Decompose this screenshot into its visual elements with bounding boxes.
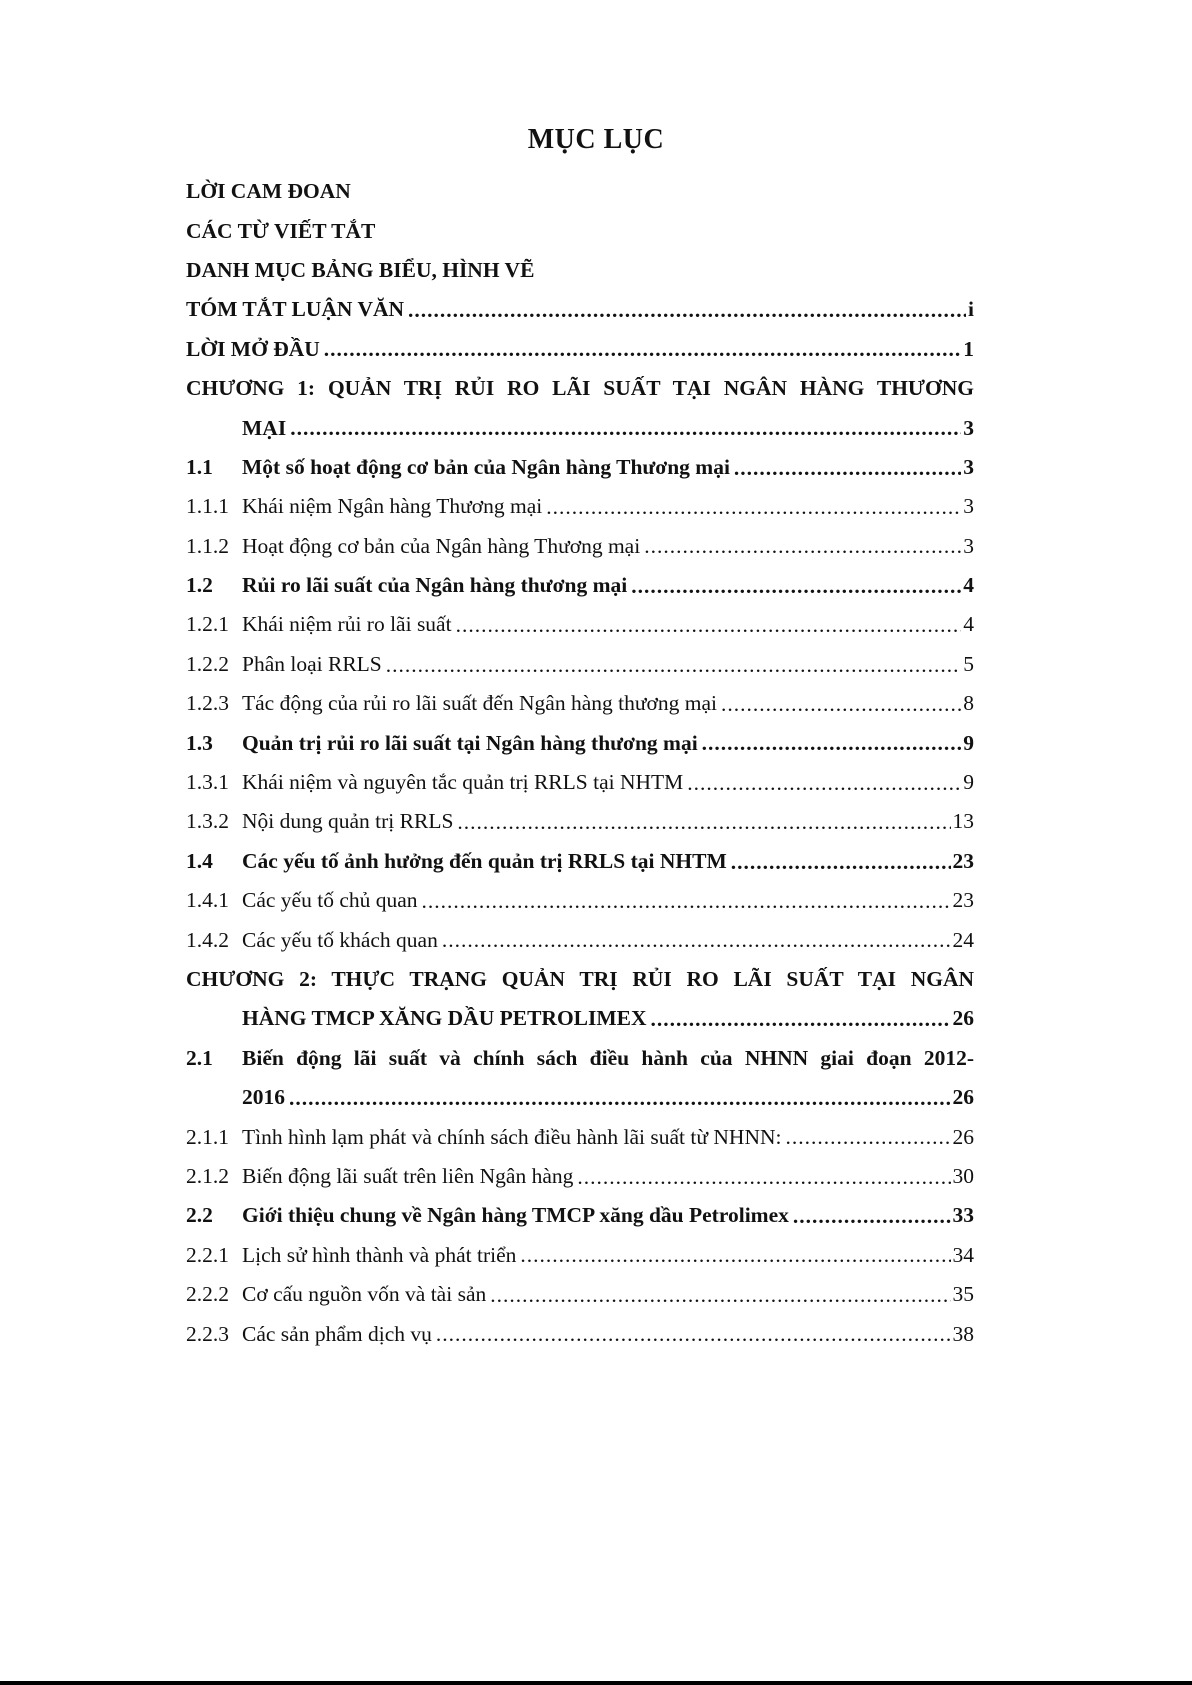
toc-page-number: 3: [963, 415, 974, 440]
toc-entry-summary: [186, 290, 974, 329]
toc-section-number: 1.1.2: [186, 533, 229, 558]
toc-chapter-1-heading: [186, 369, 974, 408]
toc-page-number: 4: [963, 573, 974, 598]
toc-subsection-entry: [186, 802, 974, 841]
toc-section-number: 1.3: [186, 730, 213, 755]
toc-entry-text: Nội dung quản trị RRLS: [242, 809, 454, 834]
toc-page-number: 3: [963, 533, 974, 558]
toc-entry-text: CHƯƠNG 1: QUẢN TRỊ RỦI RO LÃI SUẤT TẠI NGÂN HÀNG THƯƠNG: [186, 376, 974, 401]
toc-page-number: 3: [963, 494, 974, 519]
toc-page-number: 38: [952, 1321, 974, 1346]
page-title: MỤC LỤC: [527, 124, 665, 155]
toc-subsection-entry: [186, 1314, 974, 1353]
toc-section-number: 1.4: [186, 848, 213, 873]
dot-leader: [289, 1087, 951, 1109]
toc-page-number: 26: [952, 1006, 974, 1031]
dot-leader: [386, 654, 961, 676]
toc-page-number: 23: [952, 888, 974, 913]
toc-subsection-entry: [186, 1275, 974, 1314]
dot-leader: [644, 535, 961, 557]
toc-page-number: i: [968, 297, 974, 322]
toc-subsection-entry: [186, 763, 974, 802]
dot-leader: [408, 299, 966, 321]
dot-leader: [546, 496, 961, 518]
toc-subsection-entry: [186, 645, 974, 684]
toc-entry-text: Tình hình lạm phát và chính sách điều hành lãi suất từ NHNN:: [242, 1124, 782, 1149]
toc-subsection-entry: [186, 487, 974, 526]
dot-leader: [731, 851, 951, 873]
toc-entry-text: Các yếu tố khách quan: [242, 927, 438, 952]
toc-entry-text: Biến động lãi suất và chính sách điều hành của NHNN giai đoạn 2012-: [242, 1045, 974, 1070]
dot-leader: [793, 1205, 951, 1227]
toc-chapter-2-continuation: [186, 999, 974, 1038]
toc-page-number: 9: [963, 770, 974, 795]
dot-leader: [651, 1008, 951, 1030]
toc-section-number: 2.1.2: [186, 1163, 229, 1188]
toc-page-number: 13: [952, 809, 974, 834]
toc-entry-text: LỜI MỞ ĐẦU: [186, 336, 320, 361]
toc-section-entry: [186, 566, 974, 605]
toc-entry-text: Khái niệm rủi ro lãi suất: [242, 612, 452, 637]
toc-entry-text: CHƯƠNG 2: THỰC TRẠNG QUẢN TRỊ RỦI RO LÃI SUẤT TẠI NGÂN: [186, 967, 974, 991]
dot-leader: [457, 811, 950, 833]
toc-section-entry: [186, 842, 974, 881]
toc-section-entry: [186, 448, 974, 487]
toc-entry-text: Khái niệm và nguyên tắc quản trị RRLS tại NHTM: [242, 770, 684, 795]
dot-leader: [456, 614, 962, 636]
toc-subsection-entry: [186, 1117, 974, 1156]
table-of-contents: [186, 172, 974, 1354]
dot-leader: [442, 929, 951, 951]
toc-subsection-entry: [186, 881, 974, 920]
toc-section-number: 2.2.3: [186, 1321, 229, 1346]
toc-entry-text: CÁC TỪ VIẾT TẮT: [186, 218, 376, 243]
toc-entry-introduction: [186, 330, 974, 369]
toc-entry-text: Một số hoạt động cơ bản của Ngân hàng Thương mại: [242, 454, 730, 479]
toc-page-number: 33: [952, 1203, 974, 1228]
chapter-2-entries: [186, 1117, 974, 1353]
toc-entry-text: Khái niệm Ngân hàng Thương mại: [242, 494, 543, 519]
toc-entry-text: Cơ cấu nguồn vốn và tài sản: [242, 1282, 487, 1307]
toc-section-number: 2.2.1: [186, 1242, 229, 1267]
chapter-1-entries: [186, 448, 974, 960]
toc-chapter-1-continuation: [186, 408, 974, 447]
toc-page-number: 1: [963, 336, 974, 361]
toc-page-number: 24: [952, 927, 974, 952]
toc-section-number: 1.3.2: [186, 809, 229, 834]
dot-leader: [702, 732, 962, 754]
toc-subsection-entry: [186, 684, 974, 723]
toc-entry-text: Tác động của rủi ro lãi suất đến Ngân hàng thương mại: [242, 691, 717, 716]
toc-page-number: 9: [963, 730, 974, 755]
toc-section-number: 2.2: [186, 1203, 213, 1228]
toc-entry-text: Các yếu tố ảnh hưởng đến quản trị RRLS tại NHTM: [242, 848, 727, 873]
toc-subsection-entry: [186, 920, 974, 959]
toc-page-number: 5: [963, 651, 974, 676]
toc-entry-text: Phân loại RRLS: [242, 651, 382, 676]
toc-entry-text: Giới thiệu chung về Ngân hàng TMCP xăng dầu Petrolimex: [242, 1203, 789, 1228]
toc-entry-text: 2016: [242, 1085, 285, 1110]
toc-section-2-1-heading: [186, 1039, 974, 1078]
toc-entry-text: Lịch sử hình thành và phát triển: [242, 1242, 517, 1267]
toc-section-number: 1.4.1: [186, 888, 229, 913]
toc-page-number: 23: [952, 848, 974, 873]
toc-section-number: 2.1: [186, 1045, 213, 1070]
toc-entry-text: Các sản phẩm dịch vụ: [242, 1321, 432, 1346]
dot-leader: [631, 575, 961, 597]
toc-section-number: 1.2: [186, 573, 213, 598]
toc-page-number: 34: [952, 1242, 974, 1267]
toc-page-number: 4: [963, 612, 974, 637]
toc-section-number: 2.2.2: [186, 1282, 229, 1307]
toc-section-number: 1.2.1: [186, 612, 229, 637]
toc-section-number: 1.1: [186, 454, 213, 479]
dot-leader: [436, 1323, 951, 1345]
toc-section-number: 1.2.2: [186, 651, 229, 676]
toc-page-number: 30: [952, 1163, 974, 1188]
toc-section-entry: [186, 723, 974, 762]
toc-entry-text: Hoạt động cơ bản của Ngân hàng Thương mại: [242, 533, 641, 558]
toc-section-number: 1.2.3: [186, 691, 229, 716]
dot-leader: [785, 1126, 950, 1148]
dot-leader: [734, 457, 961, 479]
toc-entry-text: Biến động lãi suất trên liên Ngân hàng: [242, 1163, 574, 1188]
toc-section-number: 1.1.1: [186, 494, 229, 519]
toc-section-number: 1.3.1: [186, 770, 229, 795]
dot-leader: [422, 890, 951, 912]
toc-entry-text: Các yếu tố chủ quan: [242, 888, 418, 913]
toc-subsection-entry: [186, 1157, 974, 1196]
dot-leader: [290, 417, 961, 439]
toc-subsection-entry: [186, 605, 974, 644]
dot-leader: [490, 1284, 950, 1306]
toc-entry-commitment: [186, 172, 974, 211]
toc-chapter-2-heading: [186, 960, 974, 999]
toc-page-number: 35: [952, 1282, 974, 1307]
toc-entry-tables-figures: [186, 251, 974, 290]
dot-leader: [520, 1244, 950, 1266]
page-bottom-border: [0, 1681, 1192, 1685]
toc-section-number: 1.4.2: [186, 927, 229, 952]
toc-section-number: 2.1.1: [186, 1124, 229, 1149]
toc-section-entry: [186, 1196, 974, 1235]
toc-entry-text: TÓM TẮT LUẬN VĂN: [186, 297, 405, 322]
toc-entry-text: MẠI: [242, 415, 287, 440]
toc-entry-abbreviations: [186, 211, 974, 250]
toc-subsection-entry: [186, 1236, 974, 1275]
toc-entry-text: LỜI CAM ĐOAN: [186, 179, 351, 204]
toc-page-number: 26: [952, 1124, 974, 1149]
toc-entry-text: Rủi ro lãi suất của Ngân hàng thương mại: [242, 573, 628, 598]
toc-page-number: 3: [963, 454, 974, 479]
dot-leader: [577, 1166, 950, 1188]
toc-section-2-1-continuation: [186, 1078, 974, 1117]
dot-leader: [687, 772, 961, 794]
dot-leader: [324, 339, 961, 361]
dot-leader: [721, 693, 961, 715]
toc-page-number: 26: [952, 1085, 974, 1110]
toc-page-number: 8: [963, 691, 974, 716]
toc-entry-text: Quản trị rủi ro lãi suất tại Ngân hàng thương mại: [242, 730, 698, 755]
toc-entry-text: HÀNG TMCP XĂNG DẦU PETROLIMEX: [242, 1006, 647, 1031]
toc-entry-text: DANH MỤC BẢNG BIỂU, HÌNH VẼ: [186, 257, 535, 282]
toc-subsection-entry: [186, 527, 974, 566]
